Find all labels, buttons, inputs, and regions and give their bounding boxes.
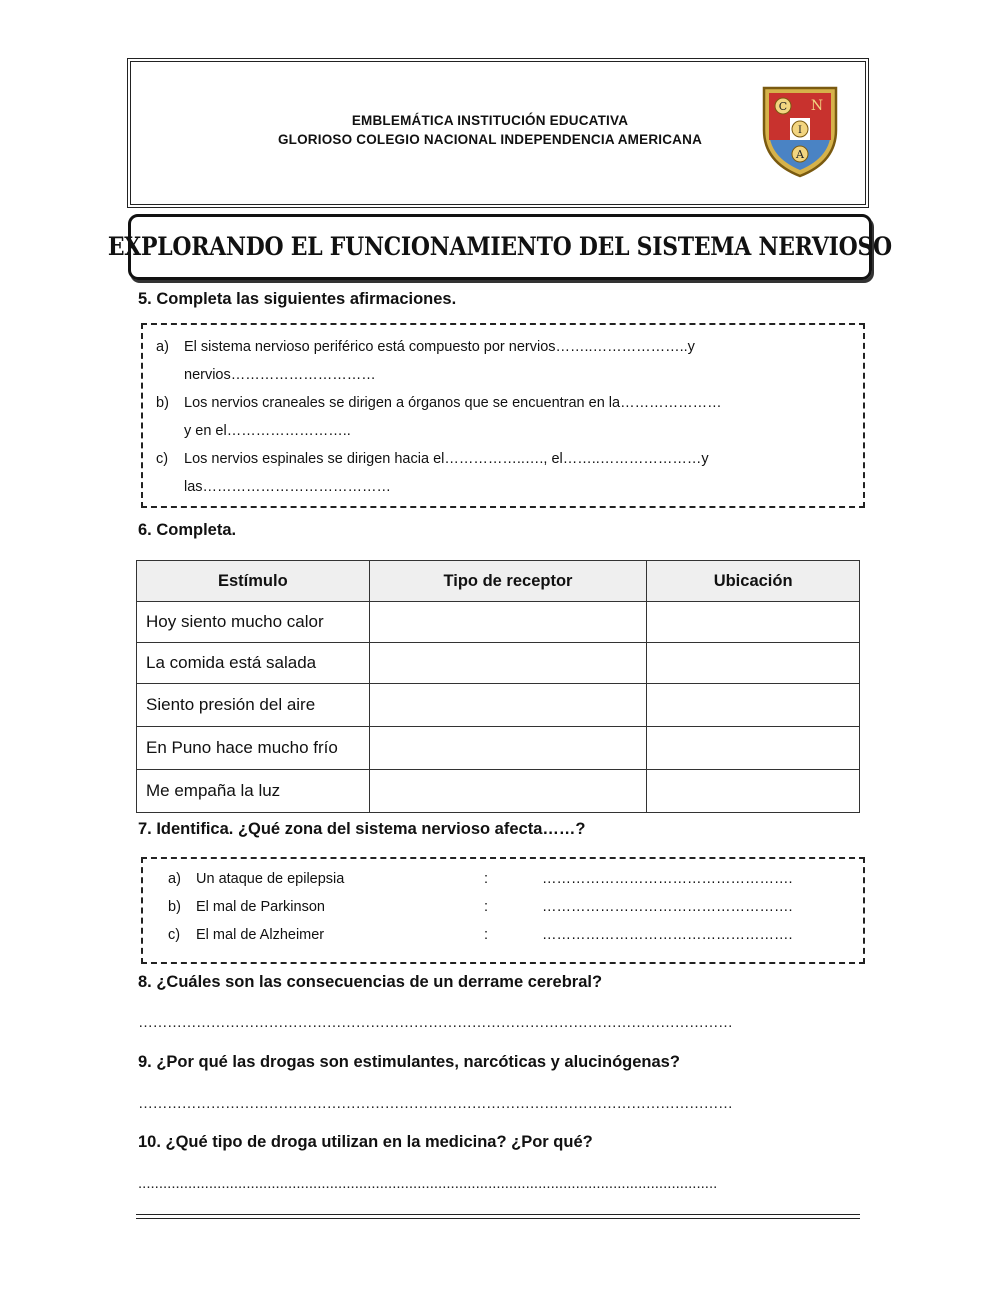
q7-item-a: [168, 871, 344, 887]
question-8-answer-line[interactable]: ……………………………………………………………………………………………………………: [138, 1014, 733, 1031]
institution-line-2: GLORIOSO COLEGIO NACIONAL INDEPENDENCIA AMERICANA: [277, 132, 703, 147]
crest-letter-a: A: [796, 148, 804, 161]
receptor-answer-cell[interactable]: [369, 643, 647, 684]
header-location: Ubicación: [647, 561, 860, 602]
q7-item-b: [168, 899, 325, 915]
q5-item-b-line1: Los nervios craneales se dirigen a órganos que se encuentran en la…………………: [184, 395, 722, 411]
receptor-answer-cell[interactable]: [369, 727, 647, 770]
question-6-title: 6. Completa.: [138, 521, 237, 539]
q5-item-c-line2: las…………………………………: [184, 479, 392, 495]
q5-item-a-label: a): [156, 339, 169, 355]
question-10-answer-line[interactable]: ...........................................................................................................................................: [138, 1175, 718, 1192]
q5-item-c: [156, 451, 709, 467]
crest-letter-i: I: [798, 125, 802, 136]
table-row: [137, 727, 860, 770]
stimulus-cell: En Puno hace mucho frío: [137, 727, 370, 770]
q7-item-c-colon: :: [484, 927, 489, 943]
q7-item-a-text: Un ataque de epilepsia: [196, 871, 345, 887]
stimulus-cell: La comida está salada: [137, 643, 370, 684]
crest-letter-c: C: [778, 100, 788, 113]
location-answer-cell[interactable]: [647, 684, 860, 727]
title-banner: [107, 214, 893, 280]
school-crest-logo: [760, 84, 840, 179]
q7-item-a-label: a): [168, 871, 181, 887]
table-row: [137, 684, 860, 727]
q5-item-c-label: c): [156, 451, 169, 467]
stimulus-cell: Hoy siento mucho calor: [137, 602, 370, 643]
receptor-answer-cell[interactable]: [369, 770, 647, 813]
question-9-answer-line[interactable]: ……………………………………………………………………………………………………………: [138, 1095, 733, 1112]
q5-item-b: [156, 395, 722, 411]
q7-item-b-label: b): [168, 899, 181, 915]
q7-item-c-blank[interactable]: …………………………………………….: [542, 927, 793, 943]
worksheet-title: EXPLORANDO EL FUNCIONAMIENTO DEL SISTEMA NERVIOSO: [107, 232, 893, 262]
question-8-title: 8. ¿Cuáles son las consecuencias de un derrame cerebral?: [138, 973, 603, 991]
q7-item-a-colon: :: [484, 871, 489, 887]
table-row: [137, 602, 860, 643]
receptor-answer-cell[interactable]: [369, 602, 647, 643]
footer-double-rule: [136, 1214, 860, 1219]
location-answer-cell[interactable]: [647, 602, 860, 643]
q7-item-b-blank[interactable]: …………………………………………….: [542, 899, 793, 915]
stimulus-table: [136, 560, 860, 813]
table-header-row: [137, 561, 860, 602]
q7-item-b-text: El mal de Parkinson: [196, 899, 325, 915]
institution-line-1: EMBLEMÁTICA INSTITUCIÓN EDUCATIVA: [351, 113, 629, 128]
table-row: [137, 770, 860, 813]
header-receptor-type: Tipo de receptor: [369, 561, 647, 602]
question-5-title: 5. Completa las siguientes afirmaciones.: [138, 290, 457, 308]
crest-letter-n: N: [810, 98, 824, 114]
q5-item-b-line2: y en el……………………..: [184, 423, 351, 439]
q5-item-a-line1: El sistema nervioso periférico está compuesto por nervios……..………………..y: [184, 339, 695, 355]
q5-item-a-line2: nervios…………………………: [184, 367, 376, 383]
q7-item-a-blank[interactable]: …………………………………………….: [542, 871, 793, 887]
q7-item-c-text: El mal de Alzheimer: [196, 927, 325, 943]
q7-item-c: [168, 927, 324, 943]
q5-item-c-line1: Los nervios espinales se dirigen hacia el……………..…., el……..…………………y: [184, 451, 709, 467]
location-answer-cell[interactable]: [647, 770, 860, 813]
location-answer-cell[interactable]: [647, 727, 860, 770]
receptor-answer-cell[interactable]: [369, 684, 647, 727]
stimulus-cell: Me empaña la luz: [137, 770, 370, 813]
q5-item-b-label: b): [156, 395, 169, 411]
q7-item-c-label: c): [168, 927, 181, 943]
question-7-title: 7. Identifica. ¿Qué zona del sistema nervioso afecta……?: [138, 820, 586, 838]
stimulus-cell: Siento presión del aire: [137, 684, 370, 727]
q7-item-b-colon: :: [484, 899, 489, 915]
question-9-title: 9. ¿Por qué las drogas son estimulantes, narcóticas y alucinógenas?: [138, 1053, 680, 1071]
q5-item-a: [156, 339, 695, 355]
table-row: [137, 643, 860, 684]
location-answer-cell[interactable]: [647, 643, 860, 684]
question-10-title: 10. ¿Qué tipo de droga utilizan en la medicina? ¿Por qué?: [138, 1133, 593, 1151]
header-stimulus: Estímulo: [137, 561, 370, 602]
